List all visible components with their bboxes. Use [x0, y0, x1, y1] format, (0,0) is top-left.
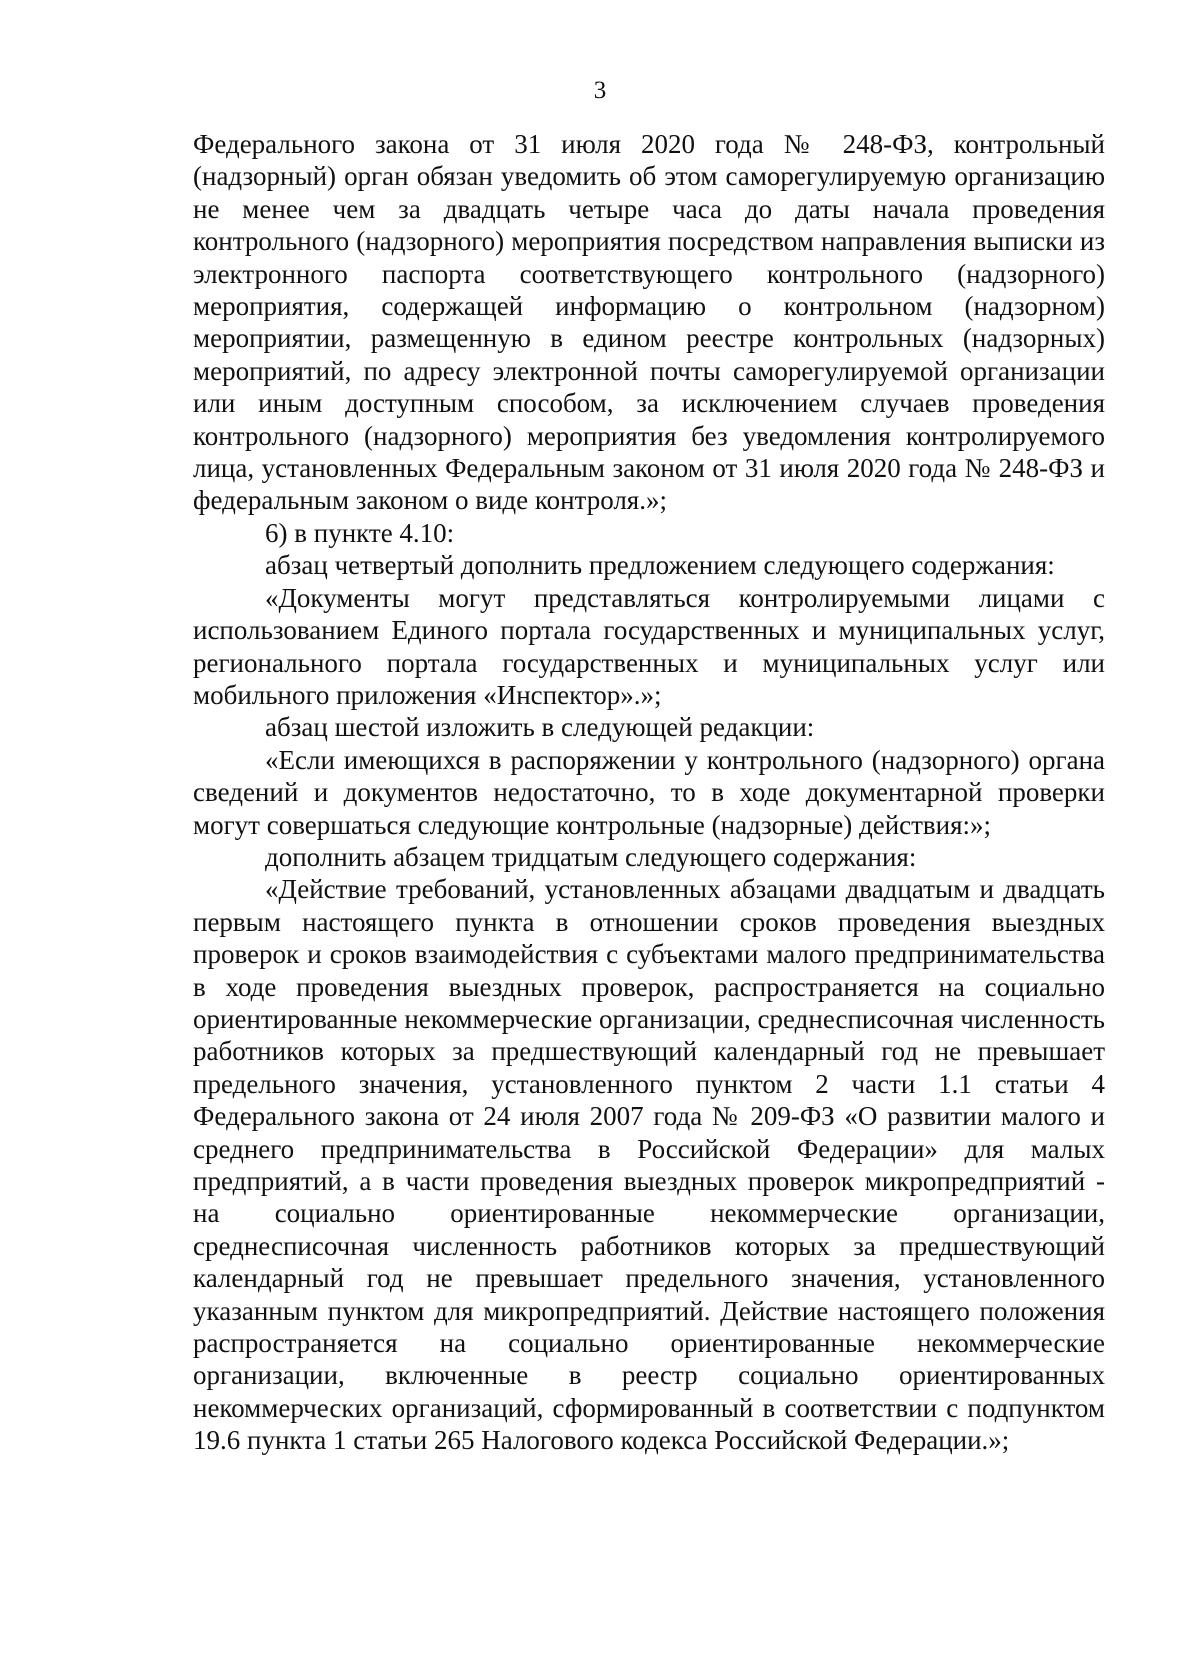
paragraph-continuation: Федерального закона от 31 июля 2020 года № 248-ФЗ, контрольный (надзорный) орган обязан уведомить об этом саморегулируемую организацию не менее чем за двадцать четыре часа до даты начала проведения контрольного (надзорного) мероприятия посредством направления выписки из электронного паспорта соответствующего контрольного (надзорного) мероприятия, содержащей информацию о контрольном (надзорном) мероприятии, размещенную в едином реестре контрольных (надзорных) мероприятий, по адресу электронной почты саморегулируемой организации или иным доступным способом, за исключением случаев проведения контрольного (надзорного) мероприятия без уведомления контролируемого лица, установленных Федеральным законом от 31 июля 2020 года № 248-ФЗ и федеральным законом о виде контроля.»;	[193, 129, 1105, 516]
paragraph-quote-insufficient: «Если имеющихся в распоряжении у контрольного (надзорного) органа сведений и документов недостаточно, то в ходе документарной проверки могут совершаться следующие контрольные (надзорные) действия:»;	[193, 744, 1105, 840]
paragraph-quote-requirements: «Действие требований, установленных абзацами двадцатым и двадцать первым настоящего пункта в отношении сроков проведения выездных проверок и сроков взаимодействия с субъектами малого предпринимательства в ходе проведения выездных проверок, распространяется на социально ориентированные некоммерческие организации, среднесписочная численность работников которых за предшествующий календарный год не превышает предельного значения, установленного пунктом 2 части 1.1 статьи 4 Федерального закона от 24 июля 2007 года № 209-ФЗ «О развитии малого и среднего предпринимательства в Российской Федерации» для малых предприятий, а в части проведения выездных проверок микропредприятий - на социально ориентированные некоммерческие организации, среднесписочная численность работников которых за предшествующий календарный год не превышает предельного значения, установленного указанным пунктом для микропредприятий. Действие настоящего положения распространяется на социально ориентированные некоммерческие организации, включенные в реестр социально ориентированных некоммерческих организаций, сформированный в соответствии с подпунктом 19.6 пункта 1 статьи 265 Налогового кодекса Российской Федерации.»;	[193, 874, 1105, 1456]
document-body	[193, 128, 1105, 1457]
paragraph-abzac-30: дополнить абзацем тридцатым следующего содержания:	[265, 841, 917, 872]
paragraph-quote-documents: «Документы могут представляться контролируемыми лицами с использованием Единого портала государственных и муниципальных услуг, регионального портала государственных и муниципальных услуг или мобильного приложения «Инспектор».»;	[193, 582, 1105, 710]
page-number: 3	[593, 77, 607, 104]
paragraph-abzac-6: абзац шестой изложить в следующей редакции:	[265, 712, 815, 743]
paragraph-abzac-4: абзац четвертый дополнить предложением следующего содержания:	[265, 550, 1055, 581]
paragraph-item-6: 6) в пункте 4.10:	[265, 517, 455, 548]
